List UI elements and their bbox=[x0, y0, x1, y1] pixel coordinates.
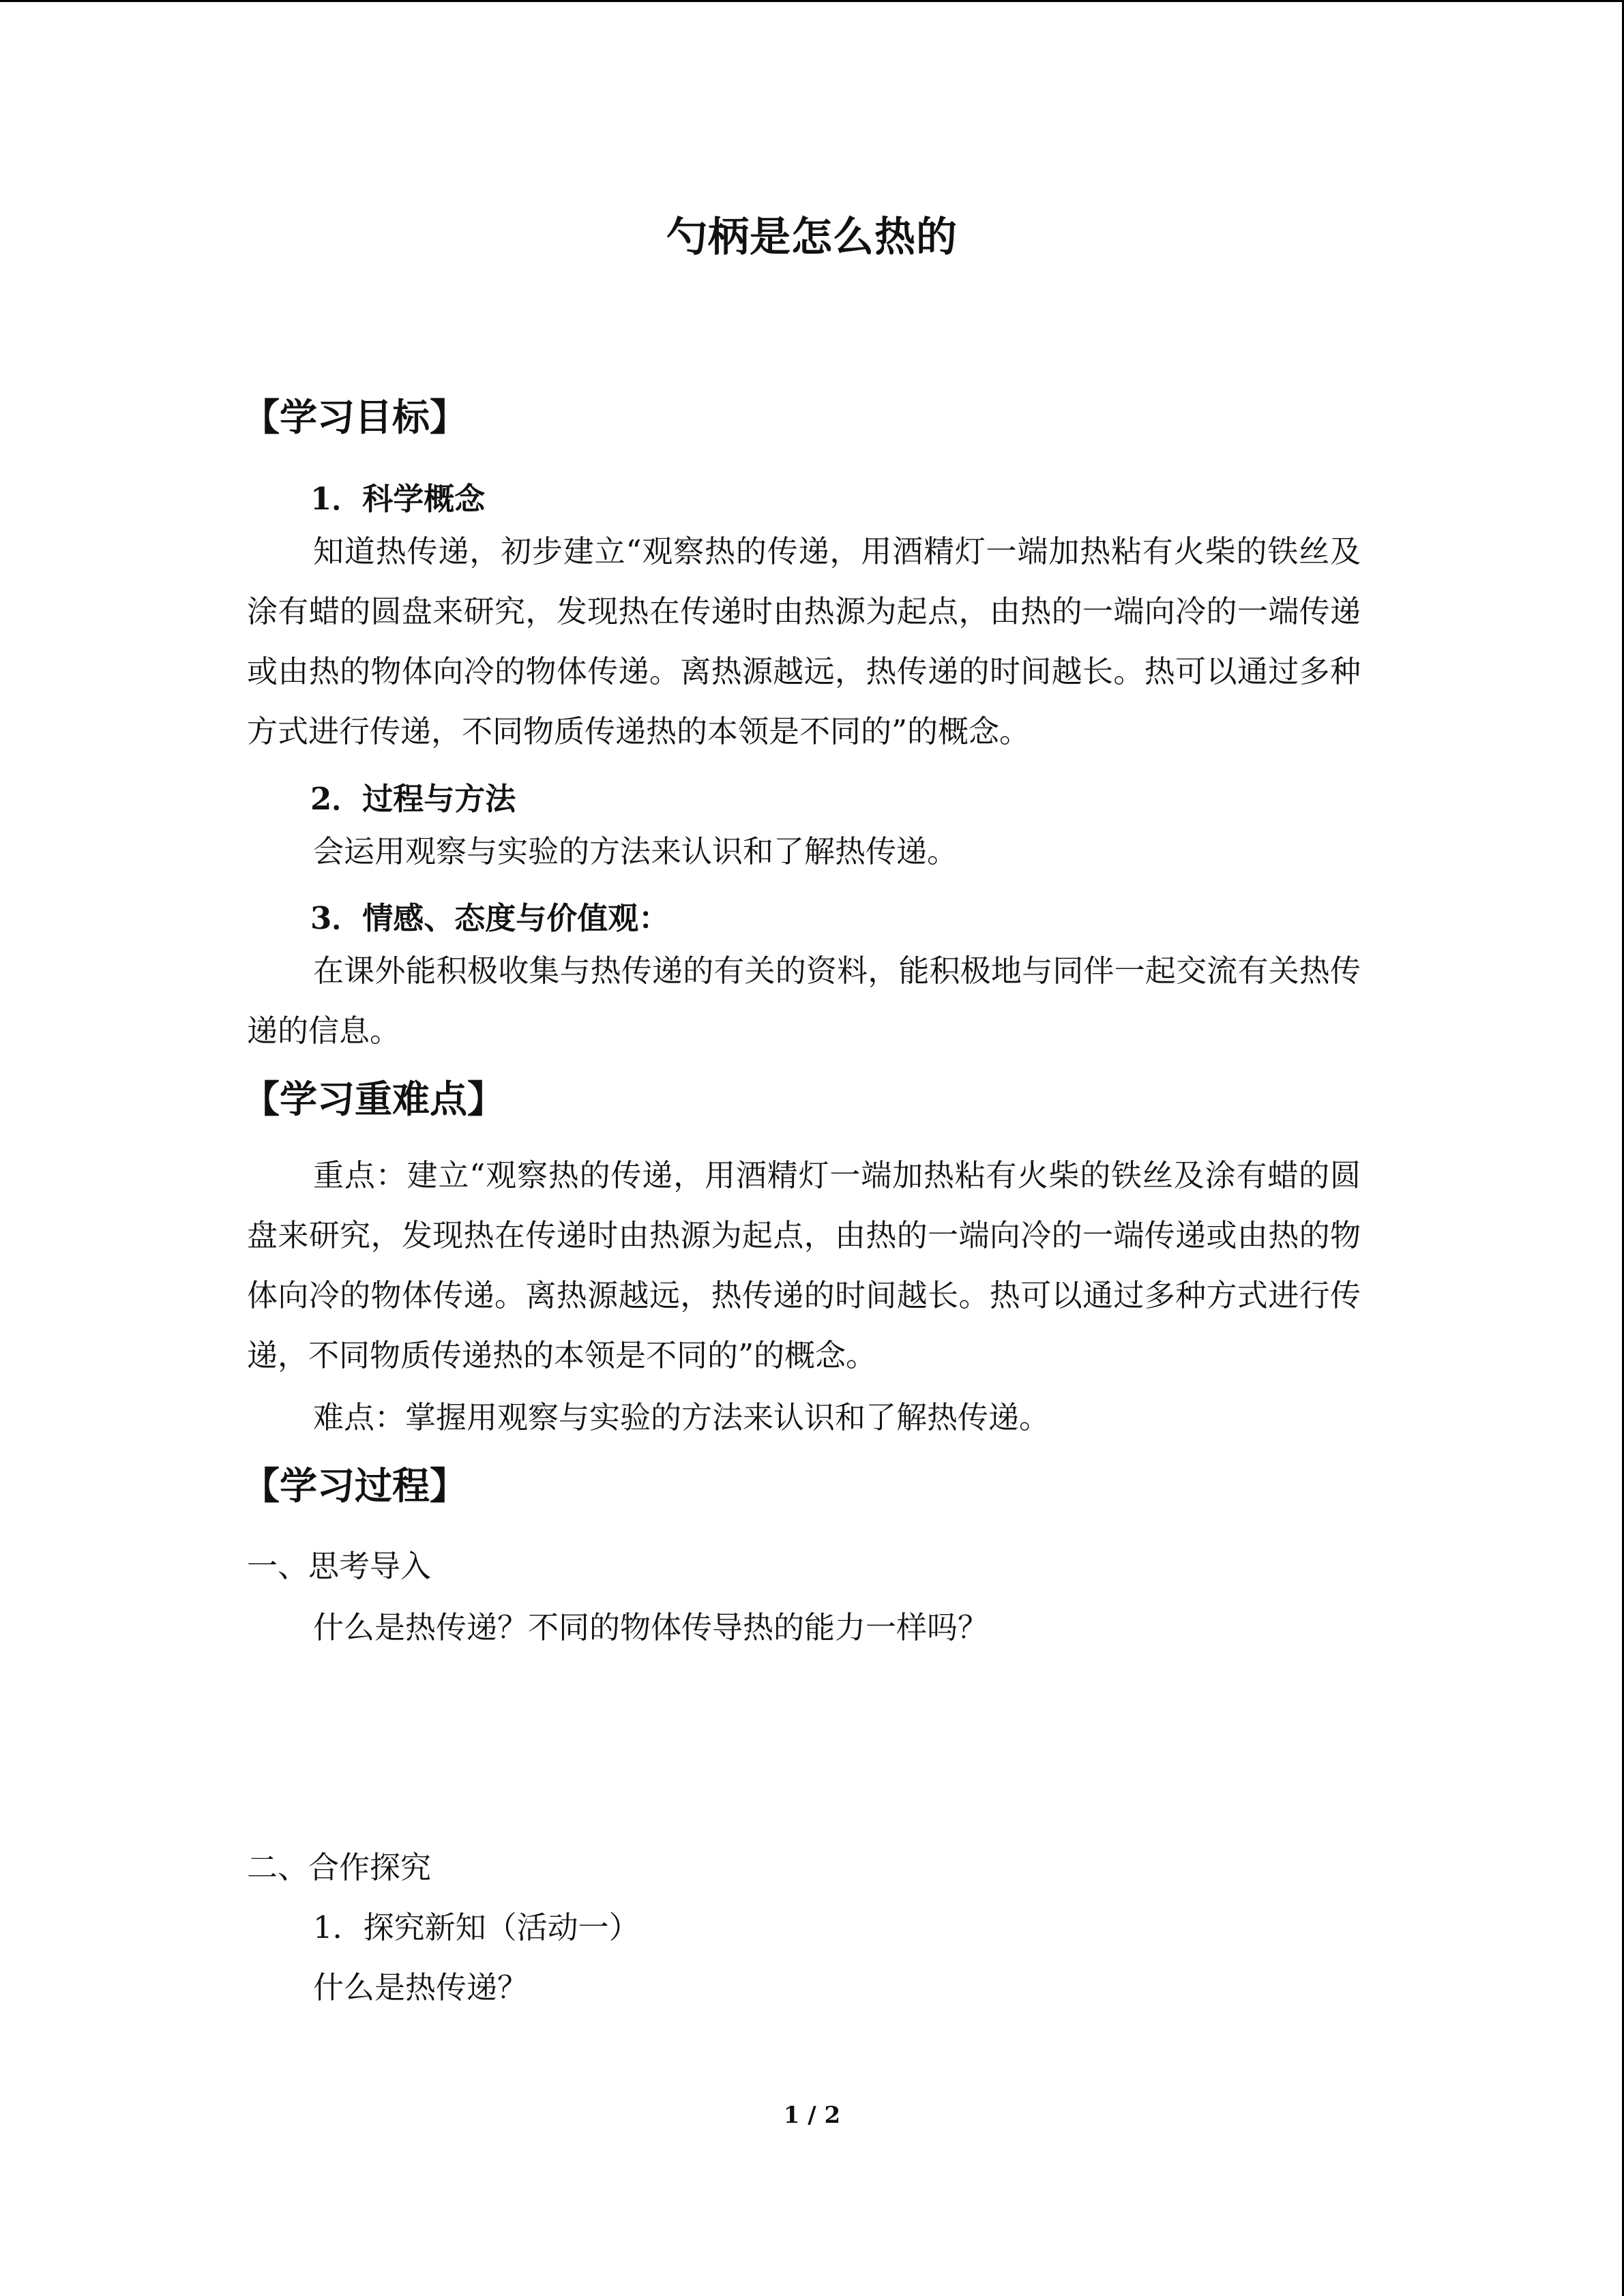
process-heading: 【学习过程】 bbox=[242, 1463, 468, 1508]
keypoints-heading: 【学习重难点】 bbox=[242, 1077, 505, 1121]
keypoints-focus: 重点：建立“观察热的传递，用酒精灯一端加热粘有火柴的铁丝及涂有蜡的圆盘来研究，发现热在传递时由热源为起点，由热的一端向冷的一端传递或由热的物体向冷的物体传递。离热源越远，热传递的时间越长。热可以通过多种方式进行传递，不同物质传递热的本领是不同的”的概念。 bbox=[247, 1157, 1361, 1373]
objective-science-concept: 1．科学概念 bbox=[310, 481, 486, 517]
process-part2-title: 二、合作探究 bbox=[247, 1849, 432, 1885]
process-part1-question: 什么是热传递？不同的物体传导热的能力一样吗？ bbox=[313, 1609, 989, 1645]
objective-process-method-text: 会运用观察与实验的方法来认识和了解热传递。 bbox=[313, 833, 958, 869]
page-number: 1 / 2 bbox=[783, 2102, 841, 2129]
objective-science-concept-text: 知道热传递，初步建立“观察热的传递，用酒精灯一端加热粘有火柴的铁丝及涂有蜡的圆盘来研究，发现热在传递时由热源为起点，由热的一端向冷的一端传递或由热的物体向冷的物体传递。离热源越远，热传递的时间越长。热可以通过多种方式进行传递，不同物质传递热的本领是不同的”的概念。 bbox=[247, 533, 1361, 749]
objectives-heading: 【学习目标】 bbox=[242, 395, 468, 439]
page-border-top bbox=[0, 0, 1624, 2]
process-part2-question: 什么是热传递？ bbox=[313, 1969, 529, 2006]
objective-attitude-values: 3．情感、态度与价值观： bbox=[310, 900, 670, 936]
document-title: 勺柄是怎么热的 bbox=[666, 213, 958, 261]
process-part2-item: 1．探究新知（活动一） bbox=[313, 1909, 640, 1945]
keypoints-difficulty: 难点：掌握用观察与实验的方法来认识和了解热传递。 bbox=[313, 1399, 1050, 1435]
objective-process-method: 2．过程与方法 bbox=[310, 781, 516, 817]
process-part1-title: 一、思考导入 bbox=[247, 1548, 432, 1584]
objective-attitude-values-text: 在课外能积极收集与热传递的有关的资料，能积极地与同伴一起交流有关热传递的信息。 bbox=[247, 953, 1361, 1049]
